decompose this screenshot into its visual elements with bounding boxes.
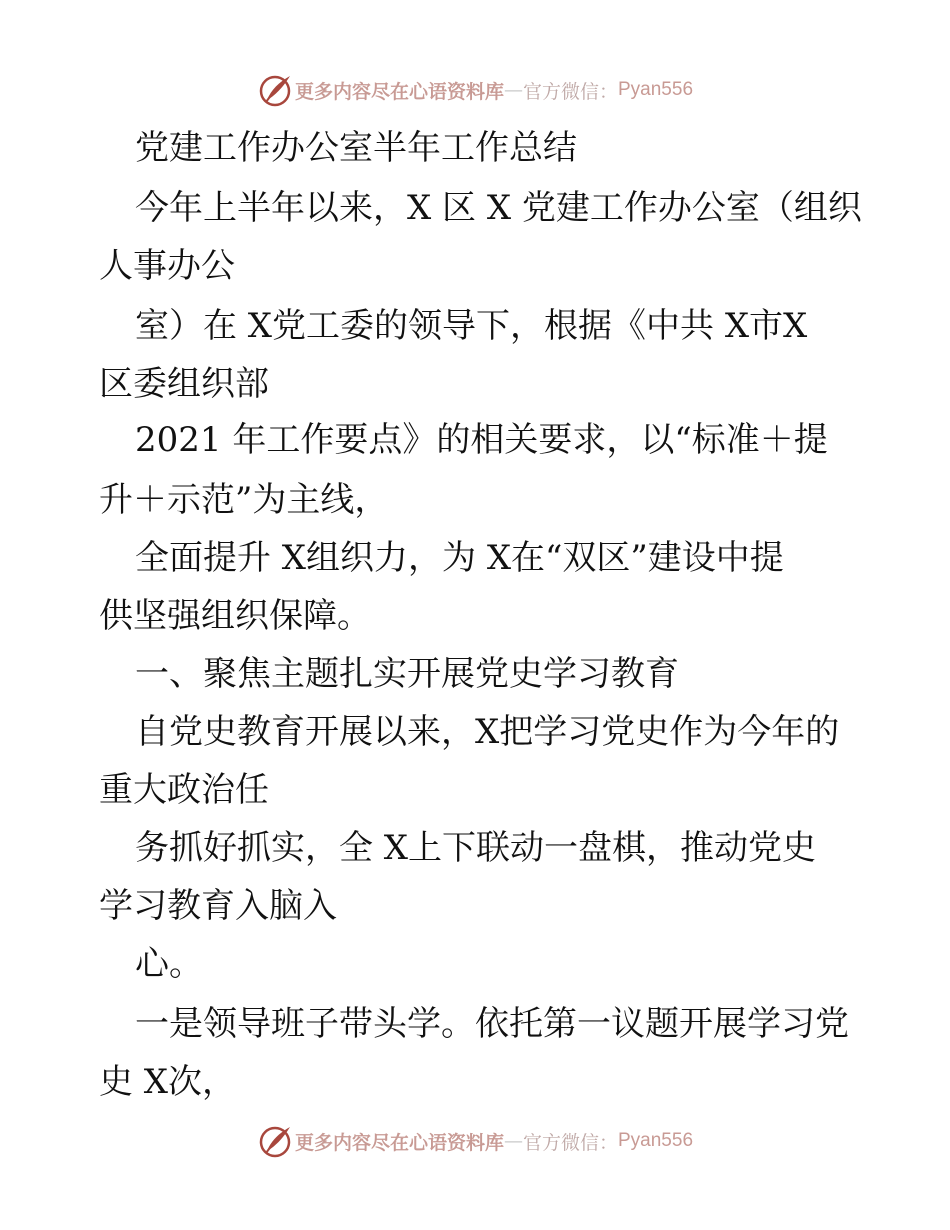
paragraph-line: 重大政治任 — [99, 770, 269, 810]
paragraph-line: 区委组织部 — [99, 364, 269, 404]
paragraph-line: 室）在 X党工委的领导下，根据《中共 X市X — [135, 306, 808, 346]
footer-watermark — [0, 1121, 950, 1161]
paragraph-line: 今年上半年以来，X 区 X 党建工作办公室（组织 — [135, 188, 862, 228]
watermark-contact-prefix: 官方微信： — [522, 80, 618, 103]
watermark-separator: — — [503, 1130, 523, 1152]
paragraph-line: 升＋示范”为主线， — [99, 480, 389, 520]
paragraph-line: 全面提升 X组织力，为 X在“双区”建设中提 — [135, 538, 784, 578]
feather-pen-logo-icon — [257, 1123, 293, 1159]
watermark-text: 更多内容尽在心语资料库 — [294, 80, 504, 103]
section-heading: 一、聚焦主题扎实开展党史学习教育 — [135, 654, 679, 694]
header-watermark — [0, 70, 950, 110]
document-title: 党建工作办公室半年工作总结 — [135, 128, 577, 168]
paragraph-line: 史 X次， — [99, 1062, 237, 1102]
paragraph-line: 人事办公 — [99, 246, 235, 286]
watermark-contact-prefix: 官方微信： — [522, 1131, 618, 1154]
paragraph-line: 务抓好抓实，全 X上下联动一盘棋，推动党史 — [135, 828, 817, 868]
watermark-contact-id: Pyan556 — [618, 1130, 694, 1151]
watermark-separator: — — [503, 79, 523, 101]
feather-pen-logo-icon — [257, 72, 293, 108]
paragraph-line: 学习教育入脑入 — [99, 886, 337, 926]
paragraph-line: 供坚强组织保障。 — [99, 596, 371, 636]
paragraph-line: 心。 — [135, 944, 203, 984]
watermark-text: 更多内容尽在心语资料库 — [294, 1131, 504, 1154]
paragraph-line: 自党史教育开展以来，X把学习党史作为今年的 — [135, 712, 840, 752]
paragraph-line: 一是领导班子带头学。依托第一议题开展学习党 — [135, 1004, 849, 1044]
paragraph-line: 2021 年工作要点》的相关要求，以“标准＋提 — [135, 420, 828, 460]
watermark-contact-id: Pyan556 — [618, 79, 694, 100]
